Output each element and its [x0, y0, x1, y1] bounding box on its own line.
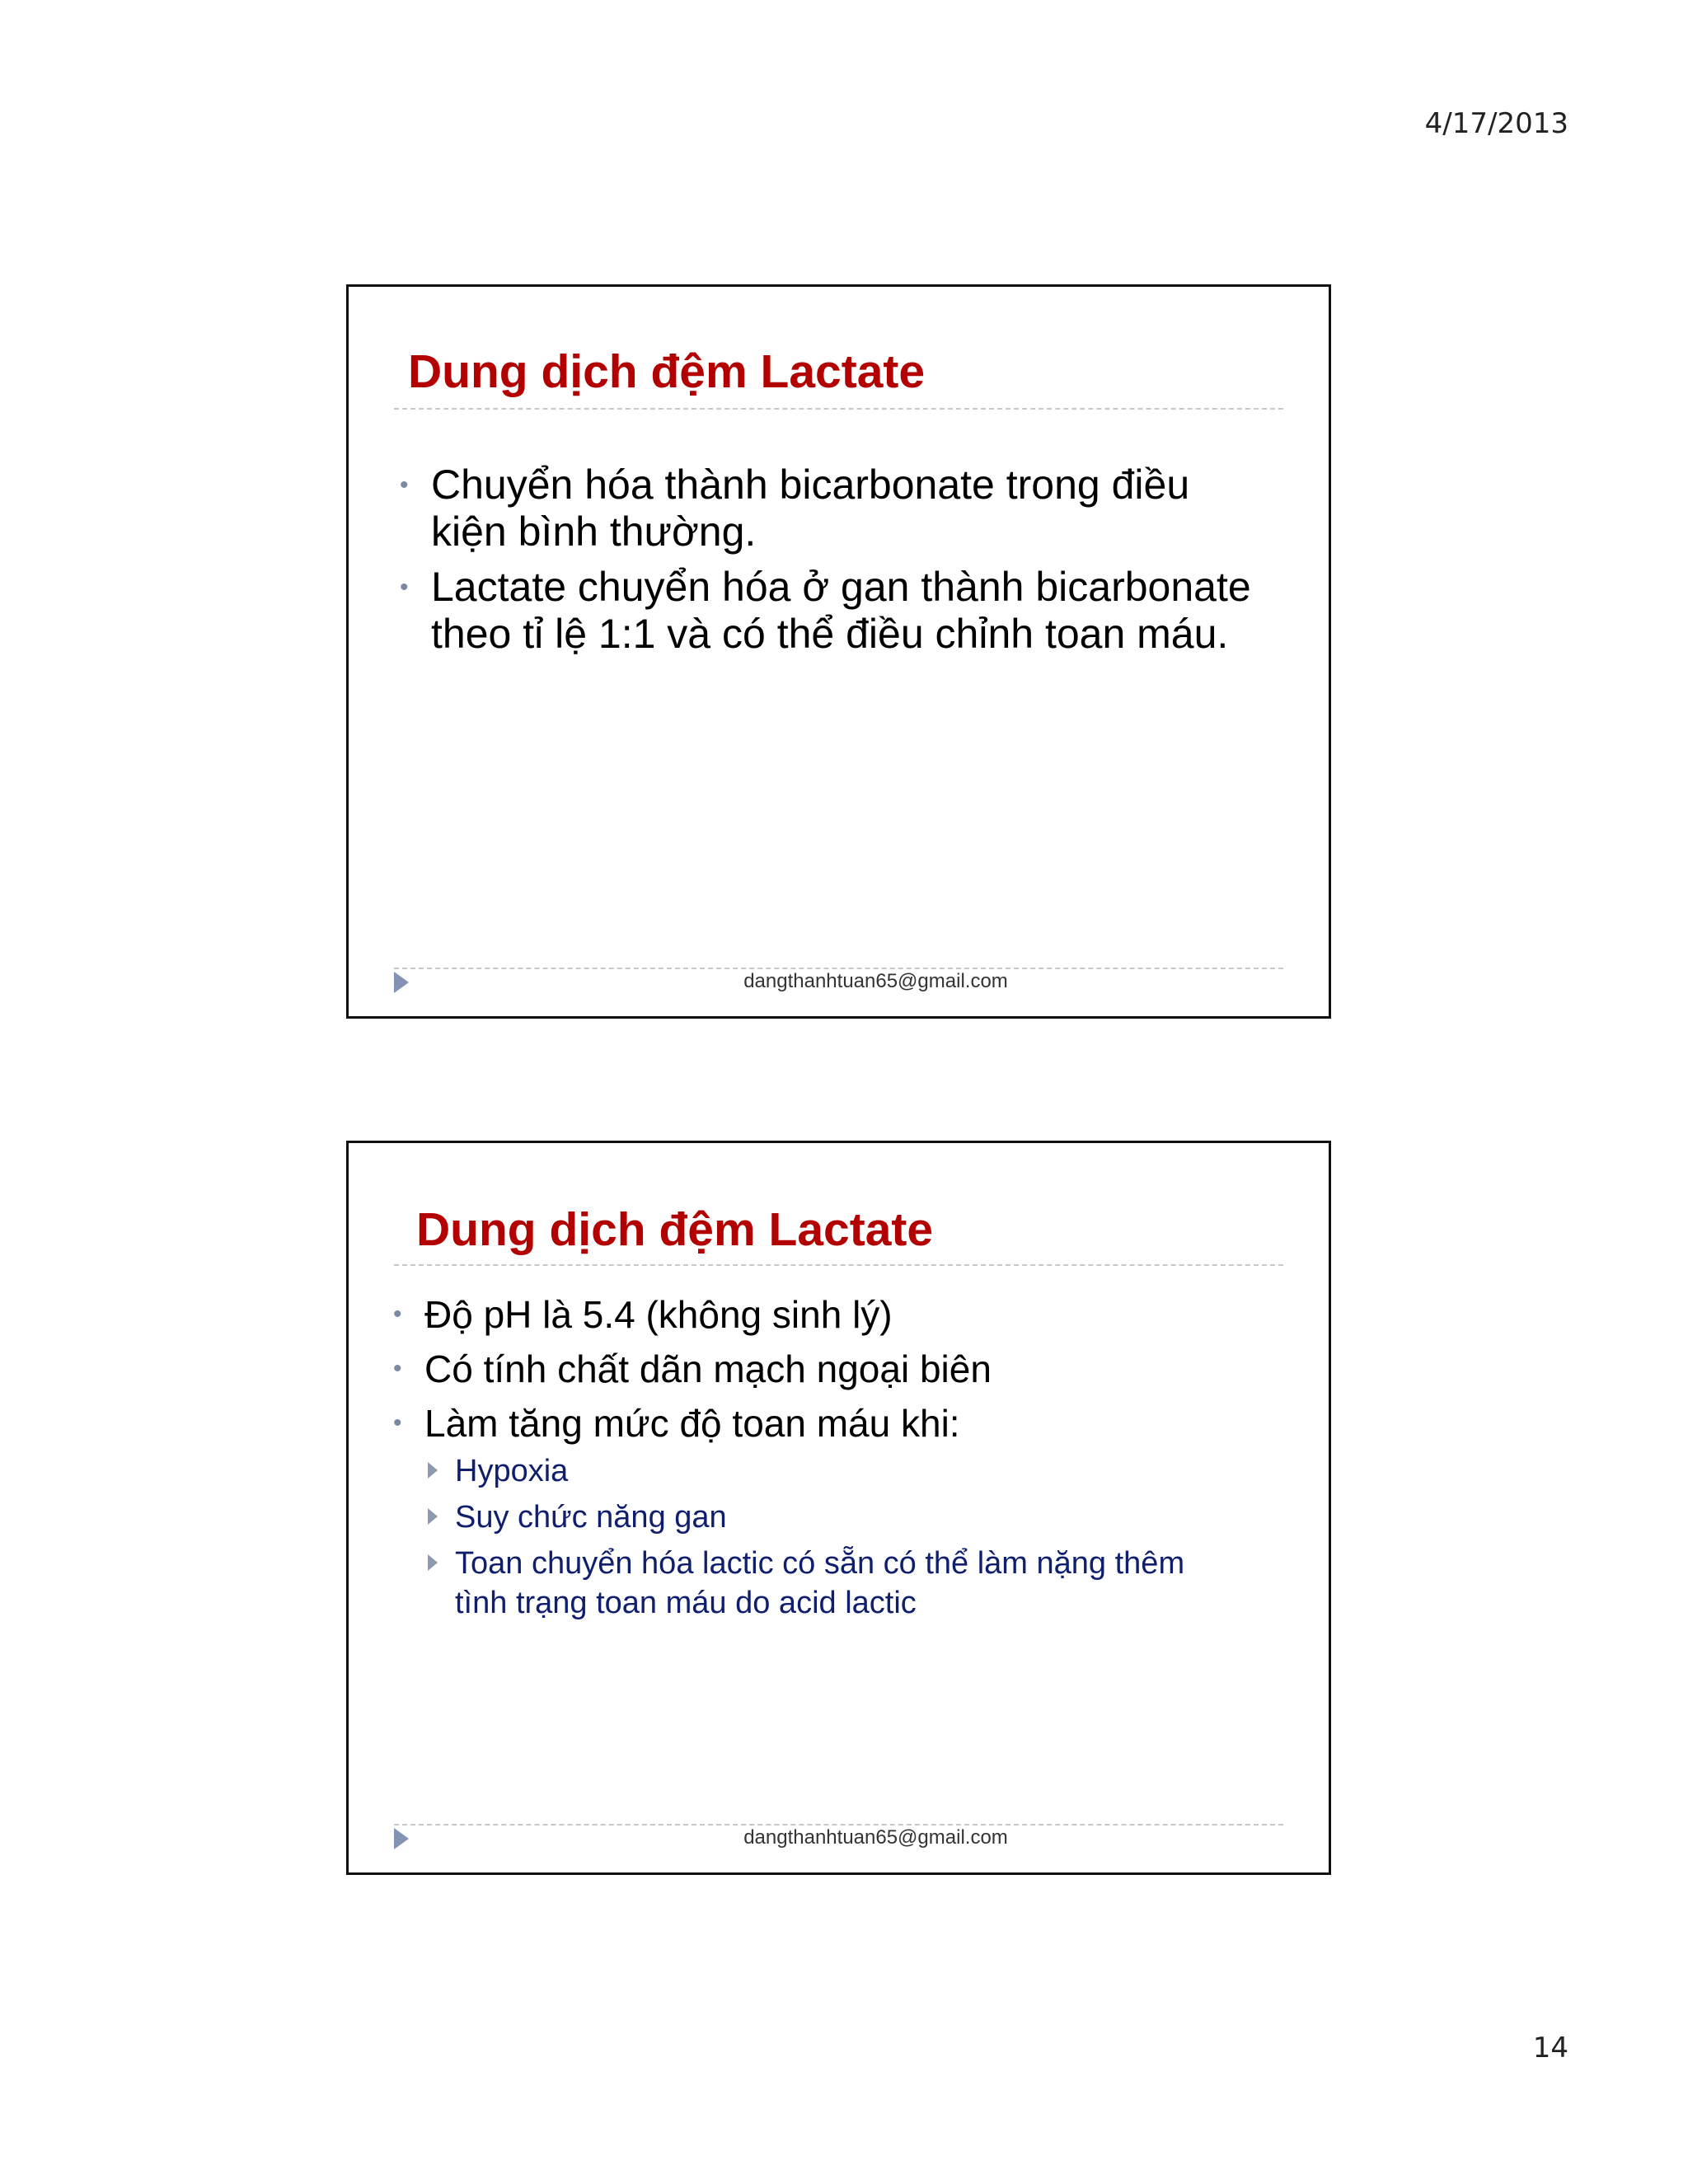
sub-bullet-text: Hypoxia: [455, 1454, 569, 1488]
bullet-text: Độ pH là 5.4 (không sinh lý): [424, 1293, 893, 1336]
bullet-item: [393, 1291, 1249, 1338]
slide-2: [346, 1141, 1331, 1875]
bullet-dot-icon: •: [393, 1301, 402, 1328]
bullet-dot-icon: •: [393, 1355, 402, 1382]
bullet-text: Làm tăng mức độ toan máu khi:: [424, 1402, 960, 1445]
footer-divider: [394, 1824, 1283, 1825]
page-date: 4/17/2013: [1424, 107, 1568, 140]
bullet-text: Có tính chất dãn mạch ngoại biên: [424, 1347, 992, 1390]
bullet-item: [393, 1346, 1249, 1392]
bullet-dot-icon: •: [393, 1409, 402, 1436]
slide-title: Dung dịch đệm Lactate: [408, 345, 926, 398]
sub-bullet-text: Toan chuyển hóa lactic có sẵn có thể làm nặng thêm tình trạng toan máu do acid lactic: [455, 1546, 1185, 1620]
title-divider: [394, 408, 1283, 410]
sub-bullet-list: [424, 1451, 1249, 1623]
slide-title: Dung dịch đệm Lactate: [416, 1203, 934, 1256]
triangle-right-icon: [428, 1554, 438, 1571]
sub-bullet-item: [455, 1451, 1230, 1491]
footer-divider: [394, 968, 1283, 969]
bullet-item: [400, 564, 1255, 658]
triangle-right-icon: [428, 1462, 438, 1479]
sub-bullet-item: [455, 1544, 1230, 1623]
bullet-text: Chuyển hóa thành bicarbonate trong điều kiện bình thường.: [431, 462, 1190, 555]
title-divider: [394, 1264, 1283, 1266]
bullet-list: [393, 1291, 1249, 1631]
footer-email: dangthanhtuan65@gmail.com: [743, 970, 1008, 992]
slide-1: [346, 284, 1331, 1019]
bullet-item: [400, 462, 1255, 555]
bullet-list: [400, 462, 1255, 666]
sub-bullet-item: [455, 1497, 1230, 1537]
bullet-dot-icon: •: [400, 471, 409, 499]
bullet-text: Lactate chuyển hóa ở gan thành bicarbonate theo tỉ lệ 1:1 và có thể điều chỉnh toan máu.: [431, 564, 1251, 657]
footer-email: dangthanhtuan65@gmail.com: [743, 1826, 1008, 1849]
sub-bullet-text: Suy chức năng gan: [455, 1500, 727, 1535]
bullet-dot-icon: •: [400, 574, 409, 601]
page-number: 14: [1532, 2032, 1568, 2064]
triangle-right-icon: [428, 1508, 438, 1525]
bullet-item: [393, 1400, 1249, 1623]
